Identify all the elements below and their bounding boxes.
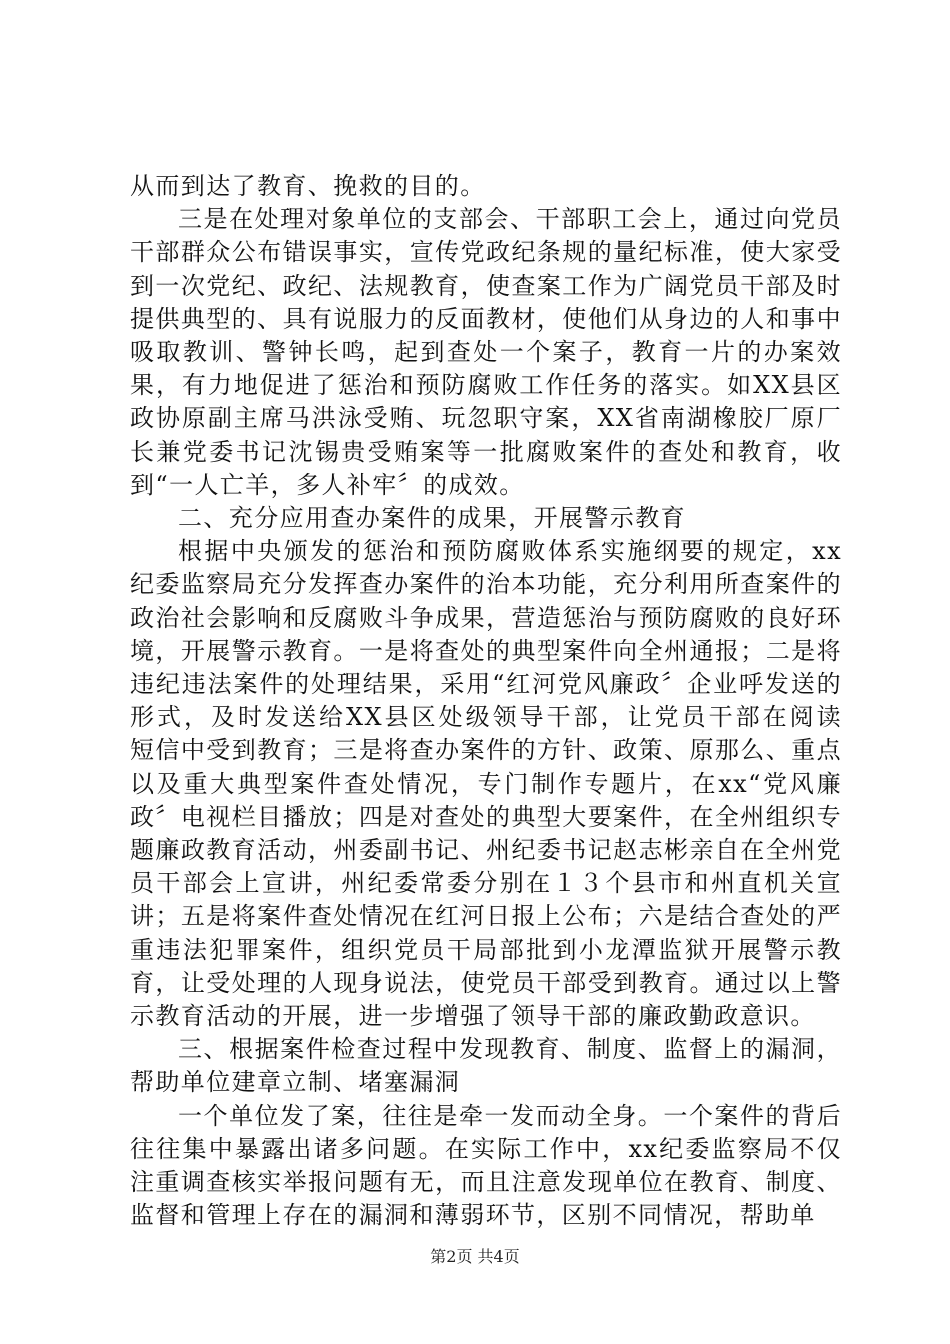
page-number-footer: 第2页 共4页 bbox=[430, 1247, 520, 1266]
document-body bbox=[130, 170, 877, 1233]
paragraph-third-point: 三是在处理对象单位的支部会、干部职工会上，通过向党员干部群众公布错误事实，宣传党政纪条规的量纪标准，使大家受到一次党纪、政纪、法规教育，使查案工作为广阔党员干部及时提供典型的、具有说服力的反面教材，使他们从身边的人和事中吸取教训、警钟长鸣，起到查处一个案子，教育一片的办案效果，有力地促进了惩治和预防腐败工作任务的落实。如XX县区政协原副主席马洪泳受贿、玩忽职守案，XX省南湖橡胶厂原厂长兼党委书记沈锡贵受贿案等一批腐败案件的查处和教育，收到“一人亡羊，多人补牢〞的成效。 bbox=[130, 205, 842, 499]
section-heading-two: 二、充分应用查办案件的成果，开展警示教育 bbox=[178, 504, 686, 533]
paragraph-warning-education: 根据中央颁发的惩治和预防腐败体系实施纲要的规定，xx纪委监察局充分发挥查办案件的治本功能，充分利用所查案件的政治社会影响和反腐败斗争成果，营造惩治与预防腐败的良好环境，开展警示教育。一是将查处的典型案件向全州通报；二是将违纪违法案件的处理结果，采用“红河党风廉政〞企业呼发送的形式，及时发送给XX县区处级领导干部，让党员干部在阅读 短信中受到教育；三是将查办案件的方针、政策、原那么、重点以及重大典型案件查处情况，专门制作专题片，在xx“党风廉政〞电视栏目播放；四是对查处的典型大要案件，在全州组织专题廉政教育活动，州委副书记、州纪委书记赵志彬亲自在全州党员干部会上宣讲，州纪委常委分别在１３个县市和州直机关宣讲；五是将案件查处情况在红河日报上公布；六是结合查处的严重违法犯罪案件，组织党员干局部批到小龙潭监狱开展警示教育，让受处理的人现身说法，使党员干部受到教育。通过以上警示教育活动的开展，进一步增强了领导干部的廉政勤政意识。 bbox=[130, 537, 877, 1031]
section-heading-three: 三、根据案件检查过程中发现教育、制度、监督上的漏洞，帮助单位建章立制、堵塞漏洞 bbox=[130, 1035, 842, 1097]
paragraph-case-analysis: 一个单位发了案，往往是牵一发而动全身。一个案件的背后往往集中暴露出诸多问题。在实际工作中，xx纪委监察局不仅注重调查核实举报问题有无，而且注意发现单位在教育、制度、监督和管理上存在的漏洞和薄弱环节，区别不同情况，帮助单 bbox=[130, 1101, 842, 1230]
paragraph-continuation: 从而到达了教育、挽救的目的。 bbox=[130, 172, 486, 200]
